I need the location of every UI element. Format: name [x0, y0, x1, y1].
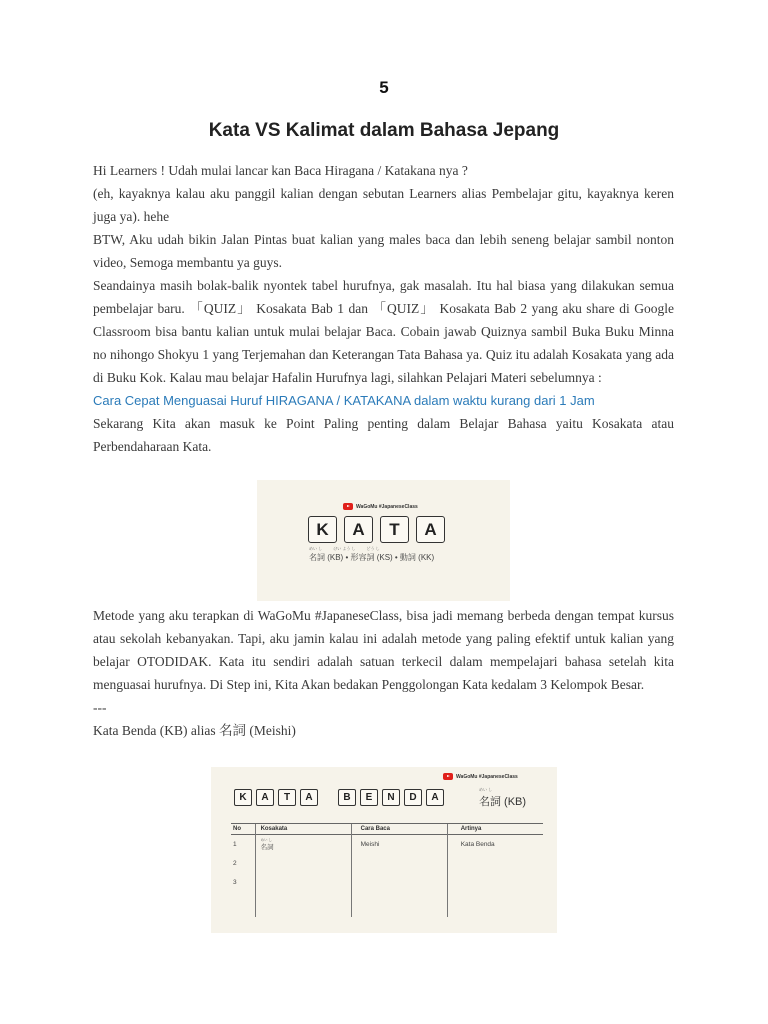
- header-kosakata: Kosakata: [260, 826, 288, 832]
- paragraph: BTW, Aku udah bikin Jalan Pintas buat kalian yang males baca dan lebih seneng belajar sambil nonton video, Semoga membantu ya guys.: [93, 232, 674, 270]
- kata-benda-image: [211, 767, 557, 933]
- letter-box: B: [338, 789, 356, 806]
- table-row: [231, 835, 543, 854]
- row-no: 1: [233, 841, 237, 848]
- youtube-icon: [343, 503, 353, 510]
- row-no: 3: [233, 879, 237, 886]
- page-number: 5: [379, 78, 389, 97]
- paragraph: Seandainya masih bolak-balik nyontek tabel hurufnya, gak masalah. Itu hal biasa yang dilakukan semua pembelajar baru. 「QUIZ」 Kosakata Bab 1 dan 「QUIZ」 Kosakata Bab 2 yang aku share di Google Classroom bisa bantu kalian untuk mulai belajar Baca. Cobain jawab Quiznya sambil Buka Buku Minna no nihongo Shokyu 1 yang Terjemahan dan Keterangan Tata Bahasa ya. Quiz itu adalah Kosakata yang ada di Buku Kok. Kalau mau belajar Hafalin Hurufnya lagi, silahkan Pelajari Materi sebelumnya :: [93, 278, 674, 385]
- paragraph: Hi Learners ! Udah mulai lancar kan Baca Hiragana / Katakana nya ?: [93, 163, 468, 178]
- paragraph: (eh, kayaknya kalau aku panggil kalian dengan sebutan Learners alias Pembelajar gitu, kayaknya keren juga ya). hehe: [93, 186, 674, 224]
- article-body: [93, 159, 674, 458]
- row-kosakata: [255, 838, 355, 851]
- letter-box: K: [234, 789, 252, 806]
- letter-box: A: [416, 516, 445, 543]
- youtube-icon: [443, 773, 453, 780]
- header-artinya: Artinya: [460, 826, 482, 832]
- kata-benda-letters: [234, 789, 444, 806]
- channel-badge: [343, 503, 418, 510]
- page-title: Kata VS Kalimat dalam Bahasa Jepang: [208, 120, 560, 141]
- header-no: No: [233, 826, 241, 832]
- letter-box: A: [426, 789, 444, 806]
- letter-box: K: [308, 516, 337, 543]
- section-heading: Kata Benda (KB) alias 名詞 (Meishi): [93, 723, 296, 738]
- letter-box: A: [256, 789, 274, 806]
- letter-box: T: [380, 516, 409, 543]
- vocab-table: [231, 823, 543, 917]
- table-row: [231, 873, 543, 892]
- header-cara-baca: Cara Baca: [360, 826, 390, 832]
- article-body-middle: [93, 604, 674, 742]
- channel-badge: [443, 773, 518, 780]
- channel-name: WaGoMu #JapaneseClass: [456, 773, 518, 780]
- table-row: [231, 854, 543, 873]
- row-furigana: めい し: [260, 838, 273, 842]
- furigana: めい し けい よう し どう し: [309, 546, 380, 551]
- kata-letters: [308, 516, 445, 543]
- hiragana-katakana-link[interactable]: Cara Cepat Menguasai Huruf HIRAGANA / KATAKANA dalam waktu kurang dari 1 Jam: [93, 393, 595, 408]
- row-kosakata-text: 名詞: [260, 844, 274, 851]
- letter-box: A: [300, 789, 318, 806]
- letter-box: T: [278, 789, 296, 806]
- table-header: [231, 824, 543, 834]
- kata-banner-image: [257, 480, 510, 601]
- row-artinya: Kata Benda: [460, 841, 495, 848]
- paragraph: Metode yang aku terapkan di WaGoMu #JapaneseClass, bisa jadi memang berbeda dengan tempat kursus atau sekolah kebanyakan. Tapi, aku jamin kalau ini adalah metode yang paling efektif untuk kalian yang belajar OTODIDAK. Kata itu sendiri adalah satuan terkecil dalam mempelajari bahasa setelah kita menguasai hurufnya. Di Step ini, Kita Akan bedakan Penggolongan Kata kedalam 3 Kelompok Besar.: [93, 608, 674, 692]
- meishi-label: 名詞 (KB): [479, 796, 527, 808]
- letter-box: N: [382, 789, 400, 806]
- row-cara-baca: Meishi: [360, 841, 380, 848]
- channel-name: WaGoMu #JapaneseClass: [356, 503, 418, 510]
- paragraph: Sekarang Kita akan masuk ke Point Paling penting dalam Belajar Bahasa yaitu Kosakata atau Perbendaharaan Kata.: [93, 416, 674, 454]
- separator: ---: [93, 700, 107, 715]
- row-no: 2: [233, 860, 237, 867]
- letter-box: D: [404, 789, 422, 806]
- furigana: めい し: [479, 787, 493, 792]
- word-types: 名詞 (KB) • 形容詞 (KS) • 動詞 (KK): [309, 553, 435, 562]
- letter-box: A: [344, 516, 373, 543]
- letter-box: E: [360, 789, 378, 806]
